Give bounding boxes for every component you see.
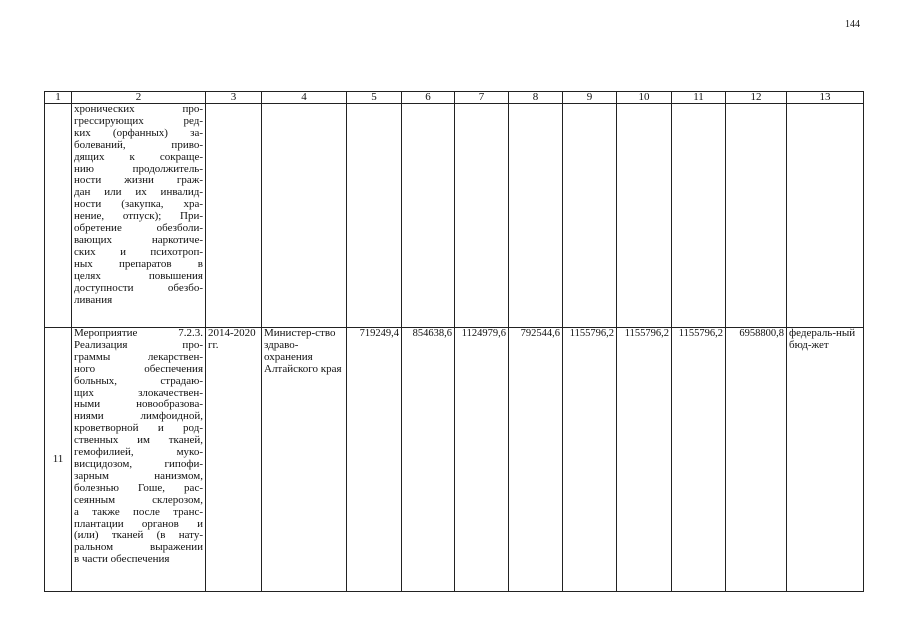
description-line: грессирующих ред- — [74, 114, 203, 127]
row-number-cell — [45, 104, 72, 328]
funding-source-cell — [787, 104, 864, 328]
description-line: ских и психотроп- — [74, 245, 203, 258]
column-header: 7 — [455, 92, 509, 104]
column-header: 11 — [672, 92, 726, 104]
description-line: целях повышения — [74, 269, 203, 282]
description-line: ливания — [74, 293, 113, 306]
column-header: 10 — [617, 92, 672, 104]
column-header: 3 — [206, 92, 262, 104]
description-line: сеянным склерозом, — [74, 493, 203, 506]
column-header: 13 — [787, 92, 864, 104]
description-line: ными новообразова- — [74, 398, 203, 411]
table-row — [45, 104, 864, 328]
description-line: ности (закупка, хра- — [74, 198, 203, 211]
funding-source-cell: федераль-ный бюд-жет — [787, 328, 864, 592]
description-line: ральном выражении — [74, 541, 203, 554]
description-line: ных препаратов в — [74, 257, 203, 270]
column-header: 6 — [402, 92, 455, 104]
description-line: нию продолжитель- — [74, 162, 203, 175]
value-cell: 792544,6 — [509, 328, 563, 592]
description-cell — [72, 104, 206, 328]
value-cell: 1155796,2 — [617, 328, 672, 592]
description-line: висцидозом, гипофи- — [74, 457, 203, 470]
value-cell — [402, 104, 455, 328]
description-line: ного обеспечения — [74, 362, 203, 375]
value-cell: 6958800,8 — [726, 328, 787, 592]
column-header: 8 — [509, 92, 563, 104]
executor-cell: Министер-ство здраво-охранения Алтайского края — [262, 328, 347, 592]
page-number: 144 — [845, 19, 860, 30]
description-line: вающих наркотиче- — [74, 233, 203, 246]
description-line: а также после транс- — [74, 505, 203, 518]
value-cell: 719249,4 — [347, 328, 402, 592]
description-line: зарным нанизмом, — [74, 469, 203, 482]
description-line: больных, страдаю- — [74, 374, 203, 387]
column-header: 1 — [45, 92, 72, 104]
table-row — [45, 328, 864, 592]
description-line: ниями лимфоидной, — [74, 410, 203, 423]
description-line: Мероприятие 7.2.3. — [74, 327, 203, 339]
column-header: 9 — [563, 92, 617, 104]
value-cell: 1155796,2 — [672, 328, 726, 592]
value-cell: 1155796,2 — [563, 328, 617, 592]
value-cell — [509, 104, 563, 328]
description-line: обретение обезболи- — [74, 222, 203, 235]
column-header: 5 — [347, 92, 402, 104]
value-cell — [563, 104, 617, 328]
value-cell: 1124979,6 — [455, 328, 509, 592]
description-line: нение, отпуск); При- — [74, 210, 203, 223]
description-line: (или) тканей (в нату- — [74, 529, 203, 542]
value-cell — [347, 104, 402, 328]
column-header: 4 — [262, 92, 347, 104]
value-cell — [455, 104, 509, 328]
description-line: щих злокачествен- — [74, 386, 203, 399]
executor-cell — [262, 104, 347, 328]
description-cell — [72, 328, 206, 592]
description-line: гемофилией, муко- — [74, 446, 203, 459]
value-cell — [726, 104, 787, 328]
description-line: Реализация про- — [74, 338, 203, 351]
description-line: кроветворной и род- — [74, 422, 203, 435]
row-number-cell: 11 — [45, 328, 72, 592]
column-header: 12 — [726, 92, 787, 104]
description-line: хронических про- — [74, 103, 203, 115]
description-line: плантации органов и — [74, 517, 203, 530]
description-line: болезнью Гоше, рас- — [74, 481, 203, 494]
value-cell — [617, 104, 672, 328]
description-line: ких (орфанных) за- — [74, 126, 203, 139]
value-cell: 854638,6 — [402, 328, 455, 592]
description-line: ственных им тканей, — [74, 434, 203, 447]
value-cell — [672, 104, 726, 328]
program-table — [44, 91, 864, 592]
description-line: доступности обезбо- — [74, 281, 203, 294]
description-line: дящих к сокраще- — [74, 150, 203, 163]
description-line: в части обеспечения — [74, 553, 170, 566]
description-line: граммы лекарствен- — [74, 350, 203, 363]
description-line: болеваний, приво- — [74, 138, 203, 151]
description-line: дан или их инвалид- — [74, 186, 203, 199]
period-cell: 2014-2020 гг. — [206, 328, 262, 592]
period-cell — [206, 104, 262, 328]
description-line: ности жизни граж- — [74, 174, 203, 187]
column-number-header-row — [45, 92, 864, 104]
column-header: 2 — [72, 92, 206, 104]
